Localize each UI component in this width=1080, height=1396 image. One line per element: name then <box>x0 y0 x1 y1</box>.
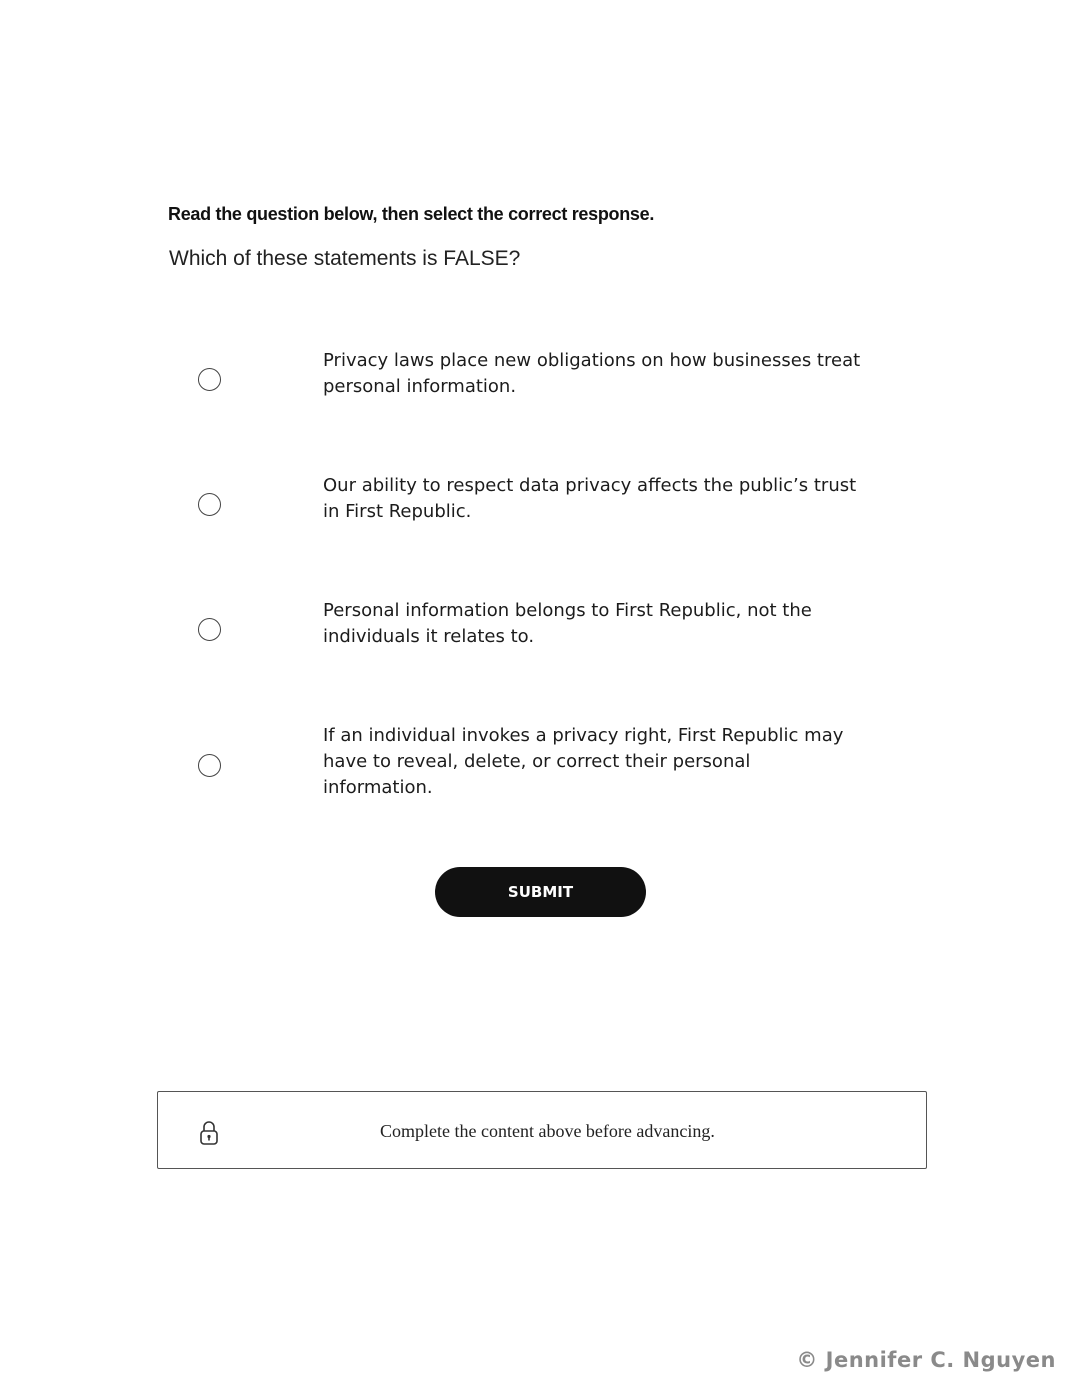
option-label: Personal information belongs to First Republic, not the individuals it relates to. <box>323 600 812 647</box>
copyright-watermark: © Jennifer C. Nguyen <box>796 1348 1056 1372</box>
radio-button[interactable] <box>198 493 221 516</box>
radio-button[interactable] <box>198 368 221 391</box>
submit-button[interactable]: SUBMIT <box>435 867 646 917</box>
question-text: Which of these statements is FALSE? <box>169 247 521 270</box>
lock-icon <box>198 1120 220 1146</box>
lock-banner <box>157 1091 927 1169</box>
radio-button[interactable] <box>198 754 221 777</box>
instruction-text: Read the question below, then select the correct response. <box>168 204 655 224</box>
lock-message: Complete the content above before advancing. <box>380 1121 715 1141</box>
radio-button[interactable] <box>198 618 221 641</box>
option-label: If an individual invokes a privacy right, First Republic may have to reveal, delete, or correct their personal information. <box>323 725 844 798</box>
option-label: Privacy laws place new obligations on how businesses treat personal information. <box>323 350 861 397</box>
option-label: Our ability to respect data privacy affects the public’s trust in First Republic. <box>323 475 857 522</box>
